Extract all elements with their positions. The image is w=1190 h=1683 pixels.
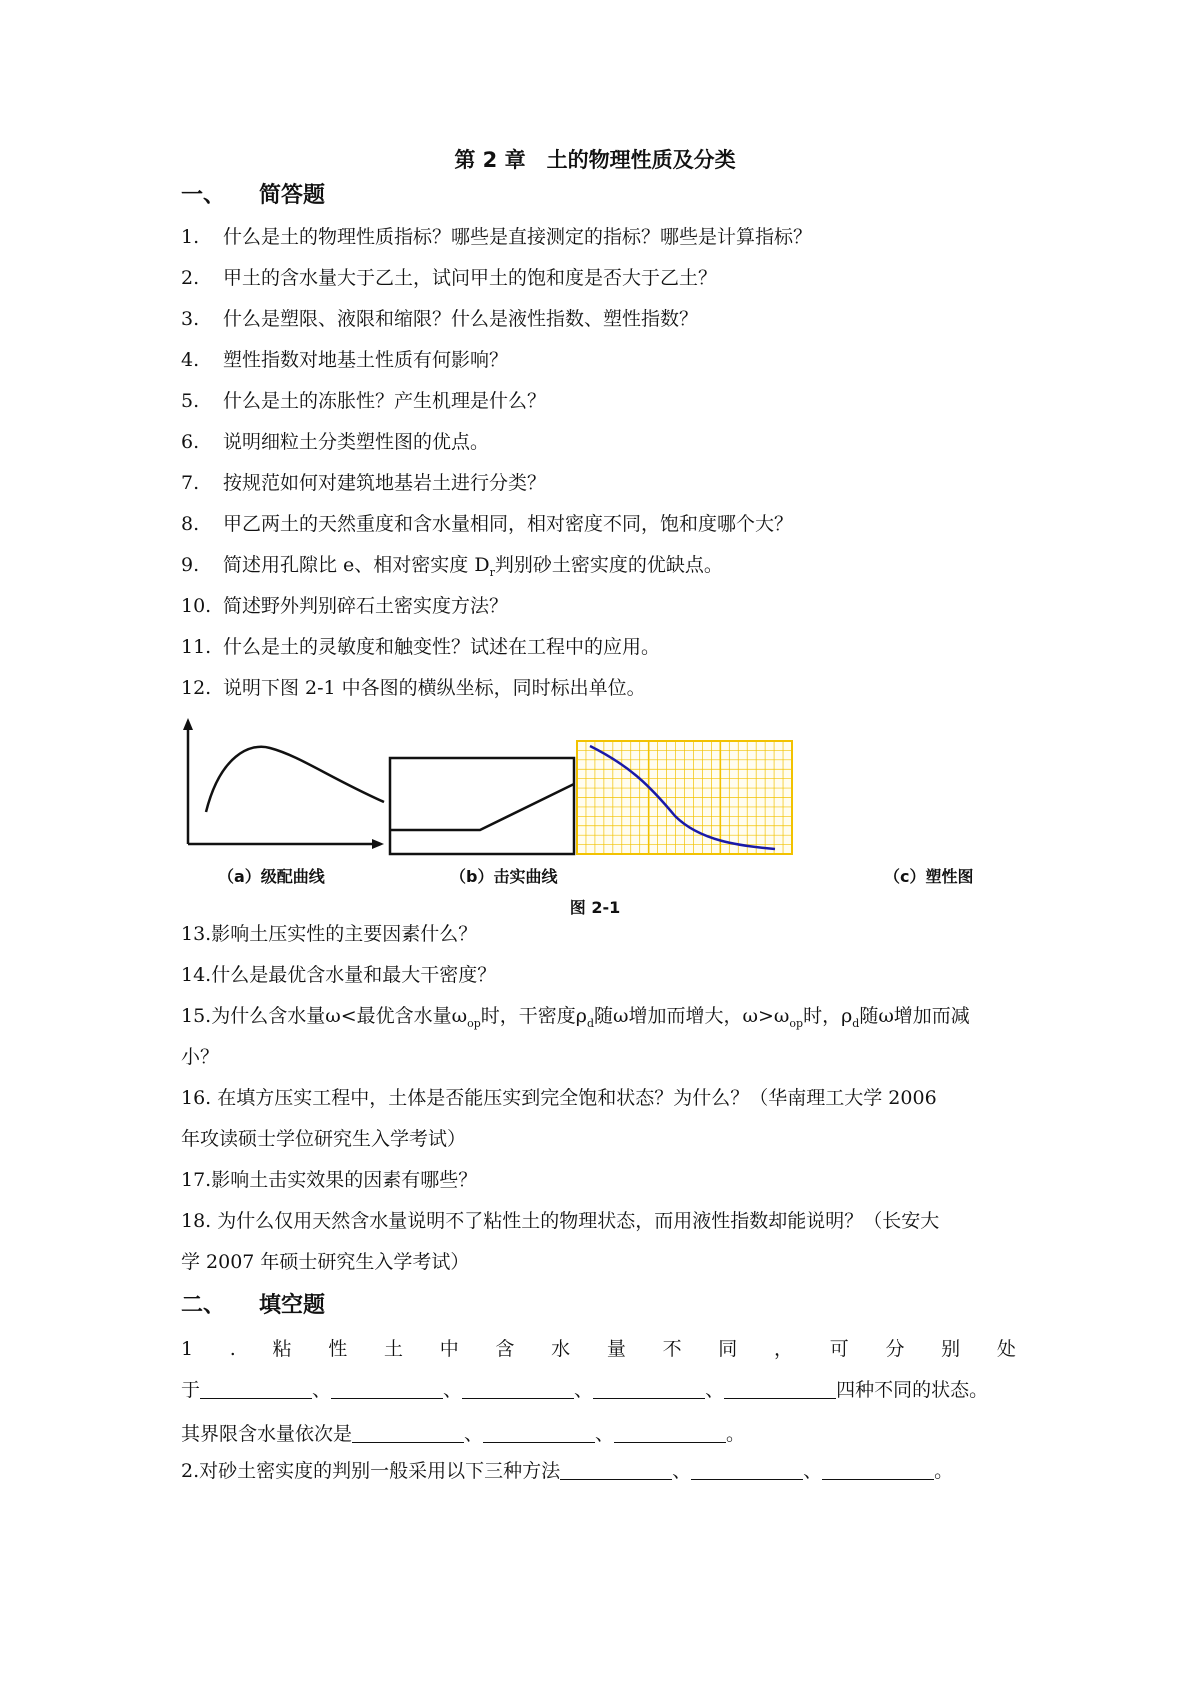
question-7: [181, 463, 1016, 504]
question-text: 说明下图 2-1 中各图的横纵坐标，同时标出单位。: [223, 677, 646, 699]
fill-char: 粘: [272, 1338, 292, 1360]
question-10: [181, 586, 1016, 627]
question-text: 时，干密度ρ: [480, 1005, 587, 1027]
fill-1-line-2: [181, 1370, 1016, 1411]
figure-2-1: [180, 716, 800, 856]
separator: 、: [443, 1379, 463, 1401]
section-label: 填空题: [259, 1293, 326, 1318]
compaction-line: [390, 784, 574, 830]
fill-char: 水: [551, 1338, 571, 1360]
caption-b: （b）击实曲线: [450, 867, 558, 886]
question-text: 什么是土的灵敏度和触变性？试述在工程中的应用。: [223, 636, 661, 658]
question-14: 14.什么是最优含水量和最大干密度？: [181, 964, 497, 986]
question-text: 随ω增加而减: [859, 1005, 970, 1027]
blank-4[interactable]: [593, 1378, 705, 1399]
question-17: 17.影响土击实效果的因素有哪些？: [181, 1169, 478, 1191]
subscript: r: [489, 565, 495, 579]
question-text: 随ω增加而增大，ω>ω: [594, 1005, 790, 1027]
question-18-cont: 学 2007 年硕士研究生入学考试）: [181, 1251, 470, 1273]
question-number: 5.: [181, 390, 200, 412]
question-text: 塑性指数对地基土性质有何影响？: [223, 349, 509, 371]
separator: 、: [574, 1379, 594, 1401]
fill-char: 处: [996, 1338, 1016, 1360]
fill-text: 。: [934, 1460, 954, 1482]
separator: 、: [595, 1423, 615, 1445]
blank-7[interactable]: [483, 1422, 595, 1443]
separator: 、: [312, 1379, 332, 1401]
separator: 、: [803, 1460, 823, 1482]
x-axis-arrow: [372, 839, 384, 849]
question-text: 简述野外判别碎石土密实度方法？: [223, 595, 509, 617]
fill-text: 其界限含水量依次是: [181, 1423, 353, 1445]
question-number: 8.: [181, 513, 200, 535]
question-text: 判别砂土密实度的优缺点。: [494, 554, 723, 576]
frame: [390, 758, 574, 854]
question-11: [181, 627, 1016, 668]
fill-char: 性: [328, 1338, 348, 1360]
fill-text: 于: [181, 1379, 201, 1401]
question-number: 3.: [181, 308, 200, 330]
question-number: 6.: [181, 431, 200, 453]
section-number: 二、: [181, 1293, 226, 1318]
subscript: op: [789, 1016, 804, 1030]
question-5: [181, 381, 1016, 422]
fill-char: 不: [662, 1338, 682, 1360]
fill-char: 1: [181, 1338, 194, 1360]
question-text: 时，ρ: [803, 1005, 853, 1027]
fill-char: 别: [941, 1338, 961, 1360]
question-15-cont: 小？: [181, 1046, 220, 1068]
fill-char: 量: [606, 1338, 626, 1360]
blank-8[interactable]: [614, 1422, 726, 1443]
fill-char: .: [229, 1338, 236, 1360]
question-text: 什么是塑限、液限和缩限？什么是液性指数、塑性指数？: [223, 308, 699, 330]
question-1: [181, 217, 1016, 258]
section-heading-short-answer: [181, 178, 325, 209]
question-number: 1.: [181, 226, 200, 248]
fill-char: 分: [885, 1338, 905, 1360]
subscript: d: [586, 1016, 595, 1030]
question-8: [181, 504, 1016, 545]
question-16-cont: 年攻读硕士学位研究生入学考试）: [181, 1128, 467, 1150]
fill-char: ，: [774, 1338, 794, 1360]
question-text: 说明细粒土分类塑性图的优点。: [223, 431, 490, 453]
question-6: [181, 422, 1016, 463]
question-text: 什么是土的物理性质指标？哪些是直接测定的指标？哪些是计算指标？: [223, 226, 813, 248]
blank-5[interactable]: [724, 1378, 836, 1399]
fill-char: 含: [495, 1338, 515, 1360]
fill-text: 。: [726, 1423, 746, 1445]
figure-a-grading-curve: [183, 718, 384, 849]
blank-6[interactable]: [352, 1422, 464, 1443]
separator: 、: [464, 1423, 484, 1445]
question-13: 13.影响土压实性的主要因素什么？: [181, 923, 478, 945]
section-label: 简答题: [259, 183, 326, 208]
blank-10[interactable]: [691, 1459, 803, 1480]
figure-b-compaction-curve: [390, 758, 574, 854]
separator: 、: [705, 1379, 725, 1401]
fill-char: 中: [439, 1338, 459, 1360]
question-18: 18. 为什么仅用天然含水量说明不了粘性土的物理状态，而用液性指数却能说明？（长安大: [181, 1210, 940, 1232]
figure-title: 图 2-1: [569, 898, 621, 917]
blank-11[interactable]: [822, 1459, 934, 1480]
blank-2[interactable]: [331, 1378, 443, 1399]
fill-char: 同: [718, 1338, 738, 1360]
caption-a: （a）级配曲线: [218, 867, 325, 886]
question-4: [181, 340, 1016, 381]
fill-char: 土: [383, 1338, 403, 1360]
y-axis-arrow: [183, 718, 193, 730]
grading-curve: [206, 747, 384, 812]
question-3: [181, 299, 1016, 340]
question-text: 什么是土的冻胀性？产生机理是什么？: [223, 390, 547, 412]
caption-c: （c）塑性图: [884, 867, 974, 886]
section-heading-fill-in: [181, 1288, 325, 1319]
question-2: [181, 258, 1016, 299]
blank-9[interactable]: [560, 1459, 672, 1480]
question-text: 15.为什么含水量ω<最优含水量ω: [181, 1005, 468, 1027]
fill-1-line-3: [181, 1414, 1016, 1455]
figure-c-plasticity-grid: [577, 741, 792, 854]
question-12: [181, 668, 1016, 709]
question-text: 简述用孔隙比 e、相对密实度 D: [223, 554, 490, 576]
fill-2: [181, 1451, 1016, 1492]
blank-3[interactable]: [462, 1378, 574, 1399]
question-text: 甲乙两土的天然重度和含水量相同，相对密度不同，饱和度哪个大？: [223, 513, 794, 535]
subscript: d: [852, 1016, 860, 1030]
question-number: 9.: [181, 554, 200, 576]
fill-char: 可: [829, 1338, 849, 1360]
question-number: 4.: [181, 349, 200, 371]
subscript: op: [467, 1016, 481, 1030]
question-16: 16. 在填方压实工程中，土体是否能压实到完全饱和状态？为什么？（华南理工大学 2006: [181, 1087, 937, 1109]
fill-text: 四种不同的状态。: [836, 1379, 989, 1401]
question-number: 11.: [181, 636, 212, 658]
blank-1[interactable]: [200, 1378, 312, 1399]
fill-1-line-1: [181, 1329, 1016, 1370]
section-number: 一、: [181, 183, 226, 208]
question-number: 7.: [181, 472, 200, 494]
chapter-title: 第 2 章 土的物理性质及分类: [454, 148, 736, 172]
question-text: 甲土的含水量大于乙土，试问甲土的饱和度是否大于乙土？: [223, 267, 718, 289]
separator: 、: [672, 1460, 692, 1482]
fill-text: 2.对砂土密实度的判别一般采用以下三种方法: [181, 1460, 561, 1482]
question-text: 按规范如何对建筑地基岩土进行分类？: [223, 472, 547, 494]
question-number: 12.: [181, 677, 212, 699]
question-number: 10.: [181, 595, 212, 617]
question-number: 2.: [181, 267, 200, 289]
